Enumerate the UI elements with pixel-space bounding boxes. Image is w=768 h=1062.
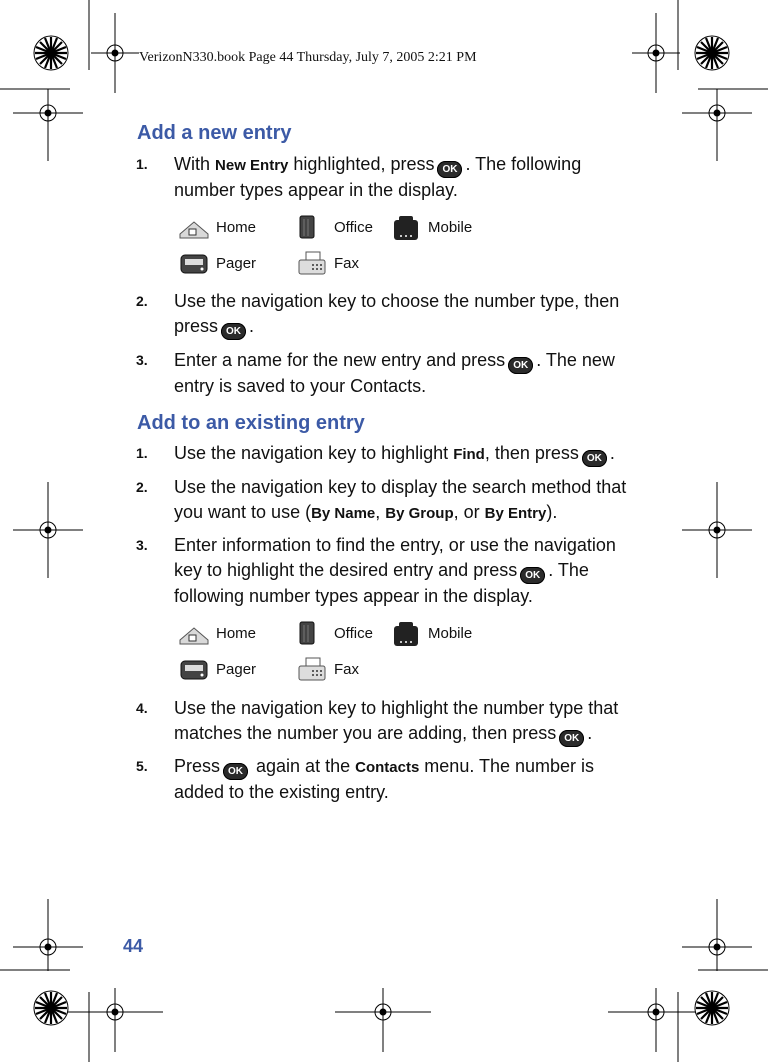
step-number: 2.	[136, 479, 148, 495]
number-type-fax: Fax	[296, 656, 359, 682]
home-icon	[178, 620, 210, 646]
keyword-find: Find	[453, 446, 485, 463]
number-types-list	[178, 214, 498, 284]
pager-icon	[178, 250, 210, 276]
number-type-office: Office	[296, 620, 373, 646]
step-number: 5.	[136, 758, 148, 774]
step-number: 1.	[136, 445, 148, 461]
step-number: 3.	[136, 352, 148, 368]
number-types-list	[178, 620, 498, 690]
ok-button-icon: OK	[223, 763, 248, 780]
ok-button-icon: OK	[437, 161, 462, 178]
fax-icon	[296, 656, 328, 682]
ok-button-icon: OK	[508, 357, 533, 374]
office-icon	[296, 214, 328, 240]
ok-button-icon: OK	[221, 323, 246, 340]
keyword-new-entry: New Entry	[215, 157, 289, 174]
page-number: 44	[123, 936, 144, 956]
step-number: 1.	[136, 156, 148, 172]
step-text: Use the navigation key to choose the number type, then press OK .	[174, 289, 644, 340]
section-title-add-new-entry: Add a new entry	[137, 122, 292, 144]
fax-icon	[296, 250, 328, 276]
keyword-by-name: By Name	[311, 505, 376, 522]
step-text: Use the navigation key to highlight the number type that matches the number you are adding, then press OK .	[174, 696, 644, 747]
number-type-home: Home	[178, 214, 256, 240]
step-text: With New Entry highlighted, press OK . The following number types appear in the display.	[174, 154, 582, 200]
mobile-icon	[390, 620, 422, 646]
number-type-home: Home	[178, 620, 256, 646]
office-icon	[296, 620, 328, 646]
step-text: Use the navigation key to highlight Find, then press OK .	[174, 441, 644, 467]
ok-button-icon: OK	[520, 567, 545, 584]
step-number: 3.	[136, 537, 148, 553]
step-text: Press OK again at the Contacts menu. The number is added to the existing entry.	[174, 756, 595, 802]
keyword-by-entry: By Entry	[484, 505, 547, 522]
number-type-mobile: Mobile	[390, 214, 472, 240]
step-text: Enter a name for the new entry and press OK . The new entry is saved to your Contacts.	[174, 350, 615, 396]
step-text: Enter information to find the entry, or use the navigation key to highlight the desired entry and press OK . The following number types appear in the display.	[174, 535, 616, 606]
mobile-icon	[390, 214, 422, 240]
keyword-by-group: By Group	[385, 505, 454, 522]
number-type-fax: Fax	[296, 250, 359, 276]
running-header: VerizonN330.book Page 44 Thursday, July 7, 2005 2:21 PM	[139, 50, 477, 65]
number-type-pager: Pager	[178, 250, 256, 276]
number-type-mobile: Mobile	[390, 620, 472, 646]
step-text: Use the navigation key to display the search method that you want to use (By Name, By Group, or By Entry).	[174, 477, 627, 522]
section-title-add-existing-entry: Add to an existing entry	[137, 412, 365, 434]
number-type-office: Office	[296, 214, 373, 240]
ok-button-icon: OK	[559, 730, 584, 747]
number-type-pager: Pager	[178, 656, 256, 682]
step-number: 4.	[136, 700, 148, 716]
keyword-contacts: Contacts	[355, 759, 420, 776]
home-icon	[178, 214, 210, 240]
ok-button-icon: OK	[582, 450, 607, 467]
pager-icon	[178, 656, 210, 682]
step-number: 2.	[136, 293, 148, 309]
